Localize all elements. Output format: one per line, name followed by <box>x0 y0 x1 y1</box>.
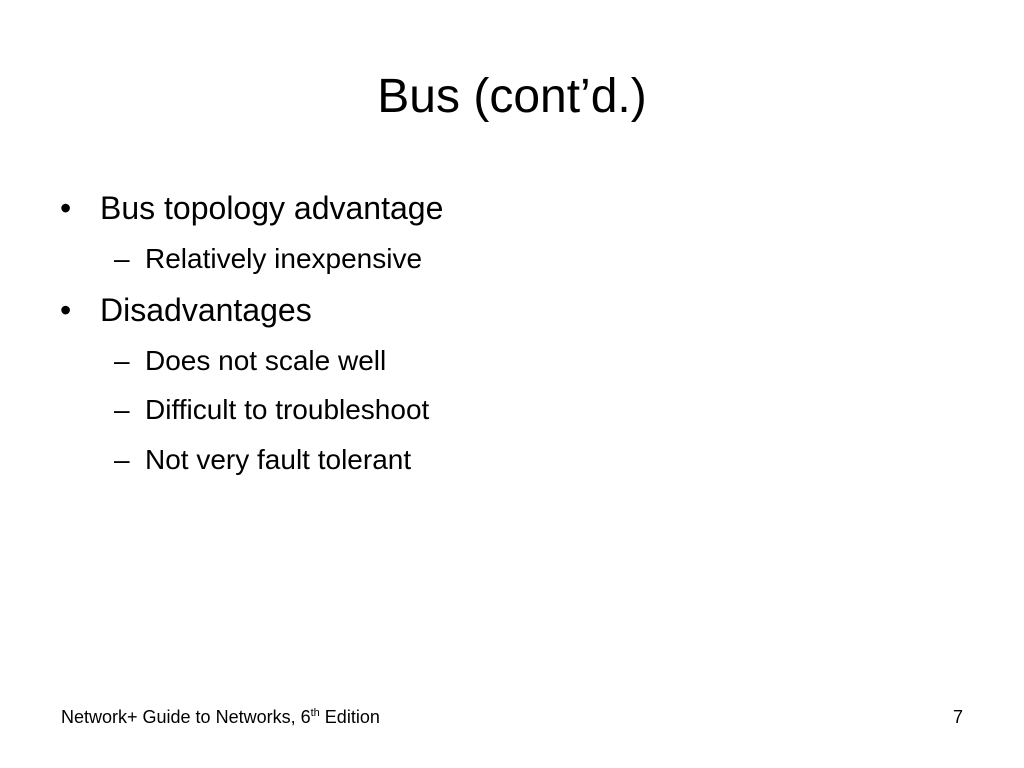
sub-bullet-item <box>114 392 429 428</box>
sub-bullet-item <box>114 241 422 277</box>
footer-title <box>61 706 380 728</box>
sub-bullet-text: Not very fault tolerant <box>145 444 412 475</box>
page-number: 7 <box>952 707 963 727</box>
bullet-text: Bus topology advantage <box>100 190 444 226</box>
sub-bullet-marker: – <box>114 243 130 274</box>
bullet-text: Disadvantages <box>100 292 312 328</box>
sub-bullet-text: Difficult to troubleshoot <box>145 394 430 425</box>
sub-bullet-item <box>114 442 411 478</box>
footer-title-suffix: Edition <box>319 707 380 727</box>
sub-bullet-text: Relatively inexpensive <box>145 243 423 274</box>
bullet-marker: • <box>60 190 72 226</box>
footer-title-prefix: Network+ Guide to Networks, 6 <box>61 707 311 727</box>
sub-bullet-text: Does not scale well <box>145 345 387 376</box>
bullet-item <box>60 290 312 330</box>
sub-bullet-item <box>114 343 386 379</box>
sub-bullet-marker: – <box>114 394 130 425</box>
slide-title: Bus (cont’d.) <box>377 70 647 123</box>
bullet-marker: • <box>60 292 72 328</box>
sub-bullet-marker: – <box>114 444 130 475</box>
sub-bullet-marker: – <box>114 345 130 376</box>
bullet-item <box>60 188 443 228</box>
footer-title-superscript: th <box>310 707 320 719</box>
